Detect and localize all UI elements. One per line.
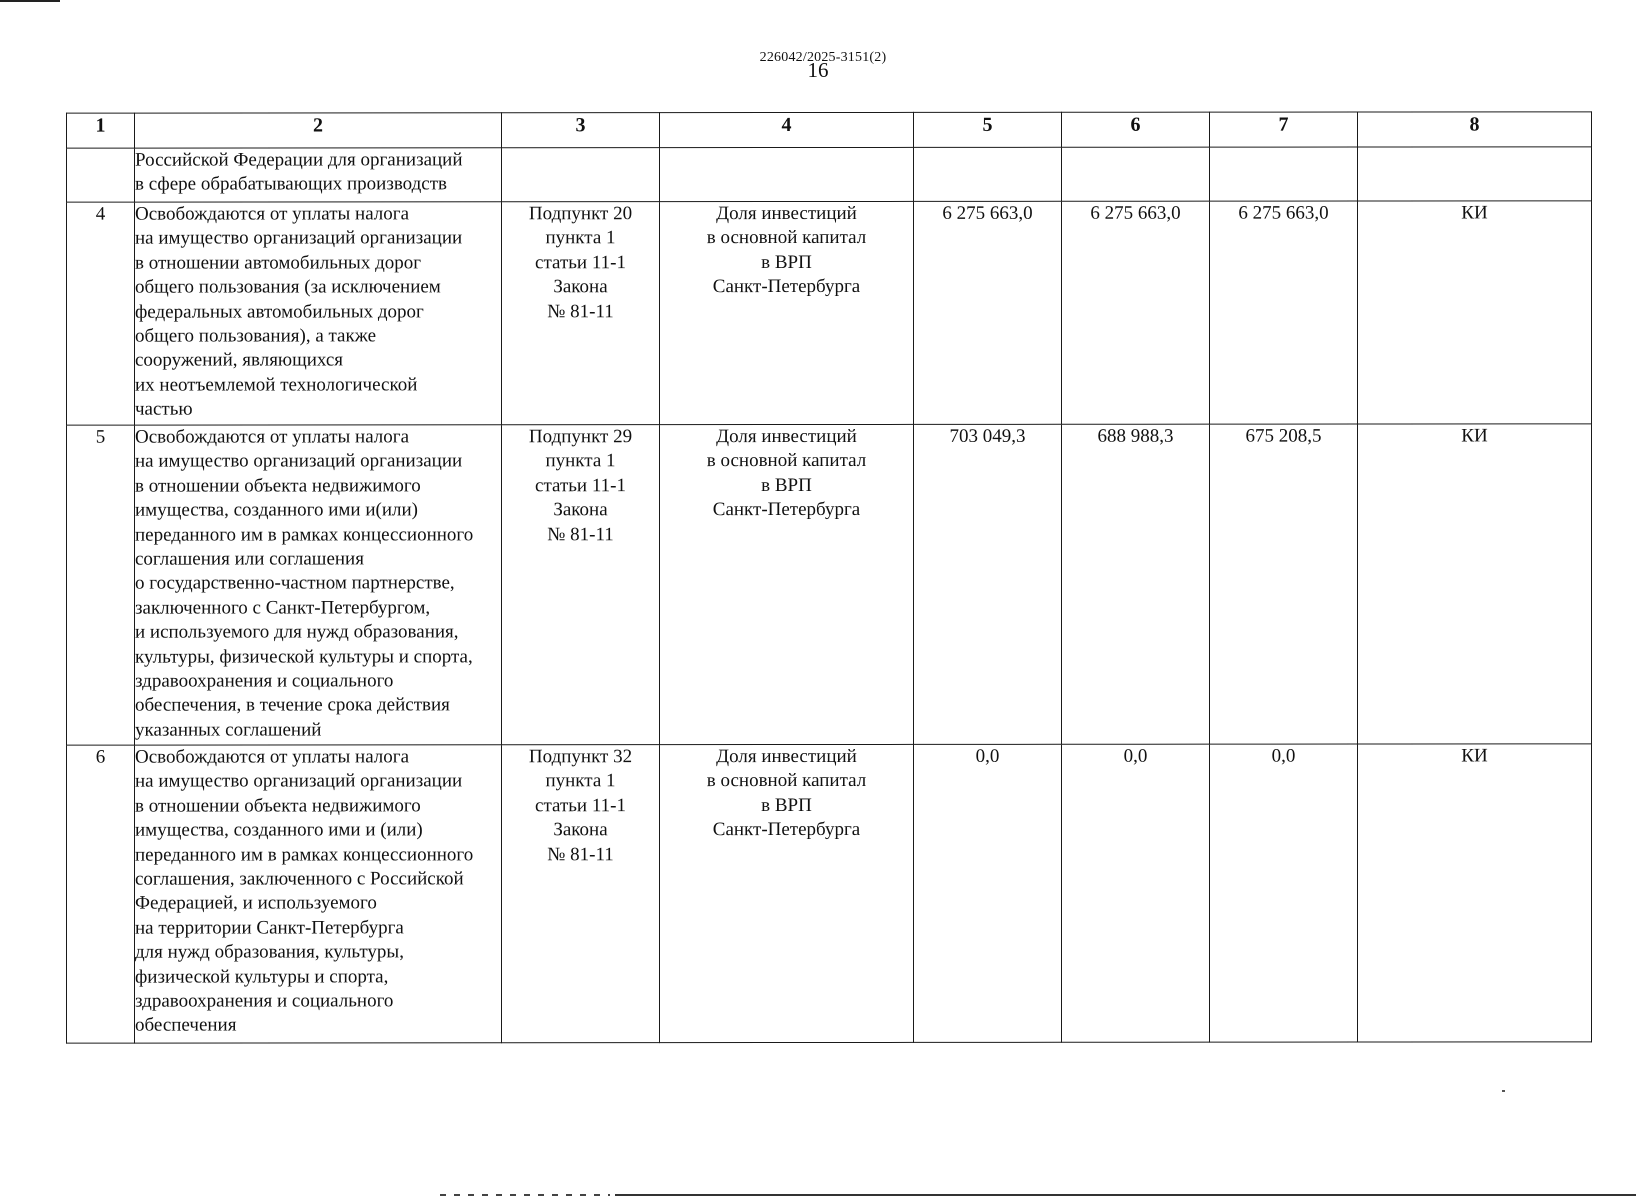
law-reference: Подпункт 29 пункта 1 статьи 11-1 Закона № 81-11 xyxy=(502,425,660,745)
table-row xyxy=(67,201,1592,425)
continuation-cell-3 xyxy=(502,148,660,202)
document-id: 226042/2025-3151(2) xyxy=(759,50,887,65)
benefit-description: Освобождаются от уплаты налога на имущество организаций организации в отношении объекта недвижимого имущества, созданного ими и (или) переданного им в рамках концессионного соглашения, заключенного с Российской Федерацией, и используемого на территории Санкт-Петербурга для нужд образования, культуры, физической культуры и спорта, здравоохранения и социального обеспечения xyxy=(135,745,502,1043)
continuation-cell-6 xyxy=(1062,147,1210,201)
continuation-cell-7 xyxy=(1210,147,1358,201)
value-col-5: 6 275 663,0 xyxy=(914,201,1062,424)
benefit-description: Освобождаются от уплаты налога на имущество организаций организации в отношении объекта недвижимого имущества, созданного ими и(или) переданного им в рамках концессионного соглашения или соглашения о государственно-частном партнерстве, заключенного с Санкт-Петербургом, и используемого для нужд образования, культуры, физической культуры и спорта, здравоохранения и социального обеспечения, в течение срока действия указанных соглашений xyxy=(135,425,502,745)
table-row xyxy=(67,424,1592,745)
value-col-7: 0,0 xyxy=(1210,744,1358,1042)
tax-benefits-table xyxy=(66,111,1592,1043)
scan-corner-mark xyxy=(0,0,60,2)
law-reference: Подпункт 32 пункта 1 статьи 11-1 Закона № 81-11 xyxy=(502,745,660,1043)
column-header-4: 4 xyxy=(660,112,914,147)
benefit-description: Освобождаются от уплаты налога на имущество организаций организации в отношении автомобильных дорог общего пользования (за исключением федеральных автомобильных дорог общего пользования), а также сооружений, являющихся их неотъемлемой технологической частью xyxy=(135,202,502,425)
column-header-2: 2 xyxy=(135,113,502,148)
column-header-8: 8 xyxy=(1358,112,1592,147)
continuation-row xyxy=(67,147,1592,202)
page-number: 16 xyxy=(807,58,829,82)
continuation-cell-5 xyxy=(914,147,1062,201)
row-number: 6 xyxy=(67,745,135,1043)
value-col-6: 6 275 663,0 xyxy=(1062,201,1210,424)
header-row xyxy=(67,112,1592,148)
bottom-rule xyxy=(615,1194,1636,1196)
continuation-cell-4 xyxy=(660,147,914,201)
row-number: 5 xyxy=(67,425,135,745)
table-container xyxy=(66,111,1591,1043)
row-number: 4 xyxy=(67,202,135,425)
value-col-5: 0,0 xyxy=(914,744,1062,1042)
bottom-dotted-rule xyxy=(440,1194,610,1196)
code-cell: КИ xyxy=(1358,201,1592,424)
column-header-7: 7 xyxy=(1210,112,1358,147)
continuation-number-cell xyxy=(67,148,135,202)
column-header-5: 5 xyxy=(914,112,1062,147)
column-header-3: 3 xyxy=(502,113,660,148)
continuation-description: Российской Федерации для организаций в сфере обрабатывающих производств xyxy=(135,148,502,202)
table-row xyxy=(67,744,1592,1043)
law-reference: Подпункт 20 пункта 1 статьи 11-1 Закона № 81-11 xyxy=(502,202,660,425)
value-col-6: 0,0 xyxy=(1062,744,1210,1042)
indicator-name: Доля инвестиций в основной капитал в ВРП Санкт-Петербурга xyxy=(660,424,914,744)
value-col-6: 688 988,3 xyxy=(1062,424,1210,744)
indicator-name: Доля инвестиций в основной капитал в ВРП Санкт-Петербурга xyxy=(660,744,914,1042)
indicator-name: Доля инвестиций в основной капитал в ВРП Санкт-Петербурга xyxy=(660,201,914,424)
code-cell: КИ xyxy=(1358,424,1592,744)
scan-speck xyxy=(1502,1090,1505,1092)
column-header-1: 1 xyxy=(67,113,135,148)
value-col-5: 703 049,3 xyxy=(914,424,1062,744)
continuation-cell-8 xyxy=(1358,147,1592,201)
value-col-7: 675 208,5 xyxy=(1210,424,1358,744)
code-cell: КИ xyxy=(1358,744,1592,1042)
value-col-7: 6 275 663,0 xyxy=(1210,201,1358,424)
column-header-6: 6 xyxy=(1062,112,1210,147)
